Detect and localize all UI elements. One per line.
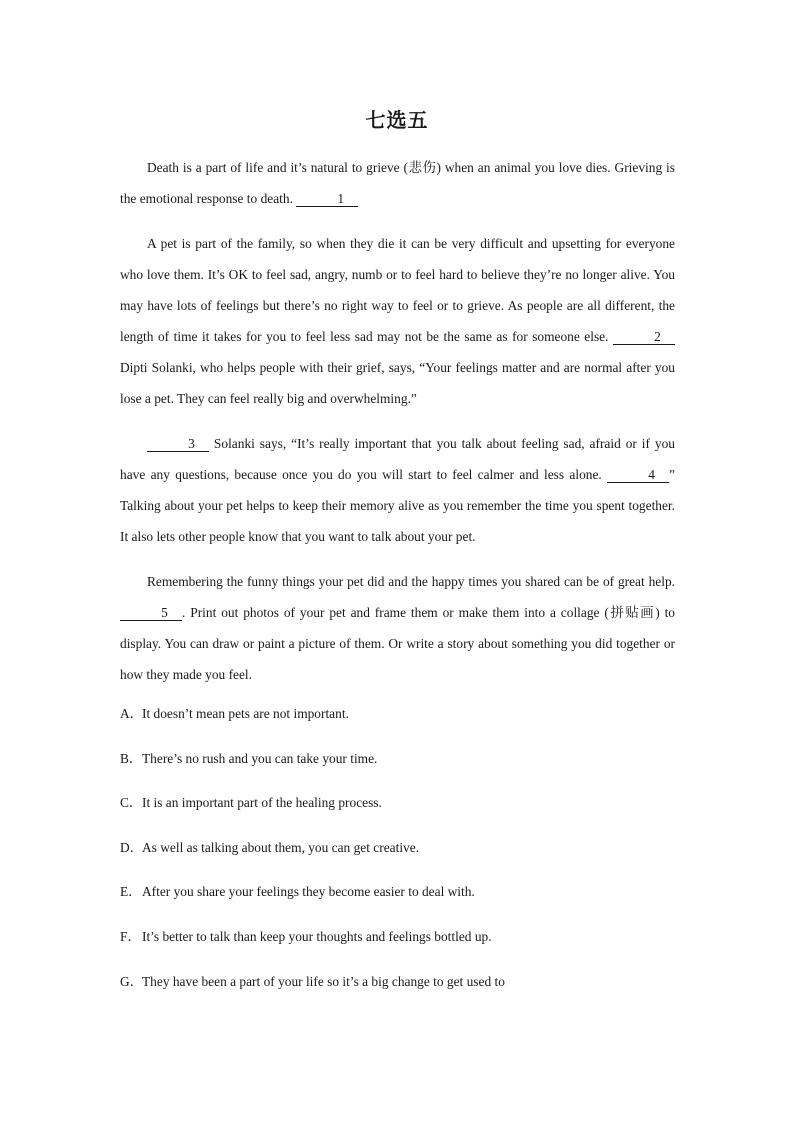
option-text: After you share your feelings they become easier to deal with. bbox=[142, 884, 475, 900]
answer-options bbox=[120, 704, 675, 992]
option-c bbox=[120, 793, 675, 813]
option-letter: D． bbox=[120, 839, 144, 855]
passage-content bbox=[120, 152, 675, 1016]
passage-paragraph bbox=[120, 152, 675, 214]
passage-paragraph bbox=[120, 428, 675, 552]
paragraph-text: A pet is part of the family, so when they die it can be very difficult and upsetting for everyone who love them. It’s OK to feel sad, angry, numb or to feel hard to believe they’re no longer alive. You may have lots of feelings but there’s no right way to feel or to grieve. As people are all different, the length of time it takes for you to feel less sad may not be the same as for someone else. bbox=[120, 236, 675, 344]
option-letter: B． bbox=[120, 750, 143, 766]
option-f bbox=[120, 927, 675, 947]
paragraph-text: Solanki says, “It’s really important that you talk about feeling sad, afraid or if you have any questions, because once you do you will start to feel calmer and less alone. bbox=[120, 436, 675, 482]
paragraph-text: Death is a part of life and it’s natural to grieve (悲伤) when an animal you love dies. Grieving is the emotional response to death. bbox=[120, 160, 675, 206]
paragraph-text: . Print out photos of your pet and frame them or make them into a collage (拼贴画) to display. You can draw or paint a picture of them. Or write a story about something you did together or how they made you feel. bbox=[120, 605, 675, 682]
passage bbox=[120, 152, 675, 690]
option-text: It doesn’t mean pets are not important. bbox=[142, 706, 349, 721]
option-letter: C． bbox=[120, 795, 143, 811]
option-g bbox=[120, 972, 675, 992]
paragraph-text: Remembering the funny things your pet did and the happy times you shared can be of great help. bbox=[147, 574, 675, 589]
option-letter: G． bbox=[120, 973, 144, 989]
page-title: 七选五 bbox=[365, 108, 429, 132]
answer-blank-2: 2 bbox=[613, 330, 675, 345]
option-a bbox=[120, 704, 675, 724]
option-text: As well as talking about them, you can get creative. bbox=[142, 839, 420, 855]
passage-paragraph bbox=[120, 566, 675, 690]
answer-blank-5: 5 bbox=[120, 606, 182, 621]
paragraph-text: Dipti Solanki, who helps people with their grief, says, “Your feelings matter and are normal after you lose a pet. They can feel really big and overwhelming.” bbox=[120, 360, 675, 406]
option-text: It is an important part of the healing process. bbox=[142, 795, 382, 811]
answer-blank-1: 1 bbox=[296, 192, 358, 207]
option-b bbox=[120, 749, 675, 769]
passage-paragraph bbox=[120, 228, 675, 414]
paragraph-text: ” Talking about your pet helps to keep their memory alive as you remember the time you spent together. It also lets other people know that you want to talk about your pet. bbox=[120, 467, 675, 544]
answer-blank-3: 3 bbox=[147, 437, 209, 452]
option-d bbox=[120, 838, 675, 858]
option-letter: F． bbox=[120, 928, 141, 944]
option-letter: A． bbox=[120, 706, 144, 721]
option-text: There’s no rush and you can take your time. bbox=[142, 750, 378, 766]
option-text: It’s better to talk than keep your thoughts and feelings bottled up. bbox=[142, 928, 492, 944]
answer-blank-4: 4 bbox=[607, 468, 669, 483]
option-text: They have been a part of your life so it’s a big change to get used to bbox=[142, 973, 505, 989]
option-e bbox=[120, 882, 675, 902]
option-letter: E． bbox=[120, 884, 142, 900]
